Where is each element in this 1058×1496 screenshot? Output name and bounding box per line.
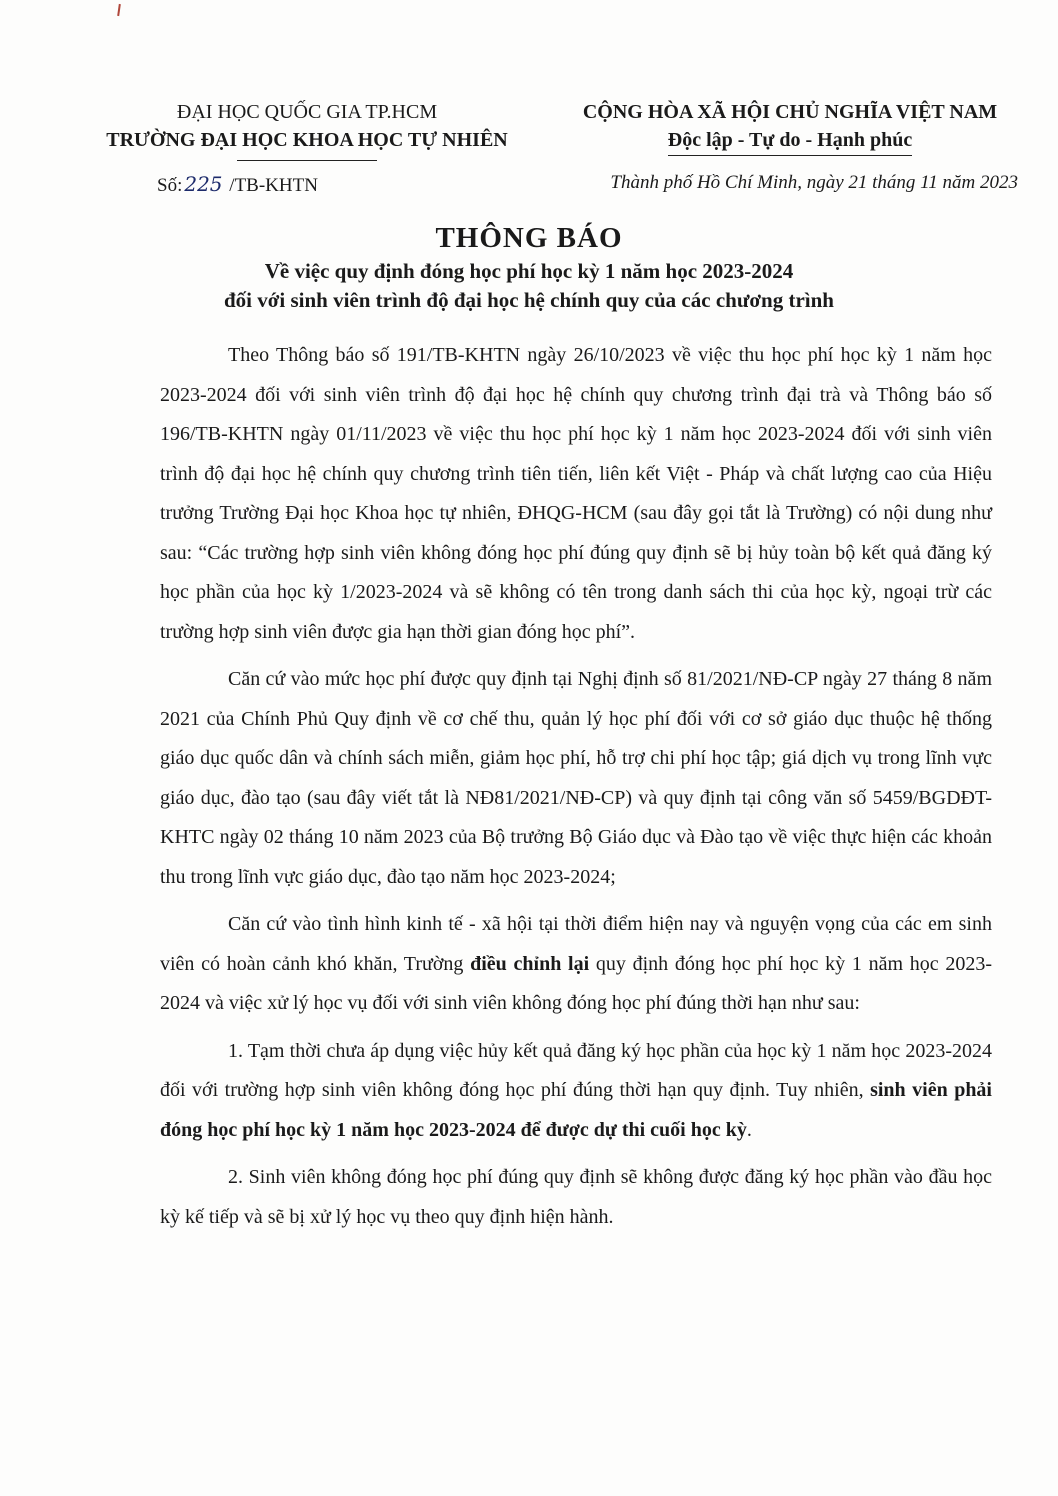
date-line: Thành phố Hồ Chí Minh, ngày 21 tháng 11 năm 2023 [610,172,1018,193]
issuer-parent: ĐẠI HỌC QUỐC GIA TP.HCM [176,101,438,123]
paragraph-4-text-a: 1. Tạm thời chưa áp dụng việc hủy kết quả đăng ký học phần của học kỳ 1 năm học 2023-2024 đối với trường hợp sinh viên không đóng học phí đúng thời hạn quy định. Tuy nhiên, [160,1039,992,1101]
paragraph-2: Căn cứ vào mức học phí được quy định tại Nghị định số 81/2021/NĐ-CP ngày 27 tháng 8 năm 2021 của Chính Phủ Quy định về cơ chế thu, quản lý học phí đối với cơ sở giáo dục thuộc hệ thống giáo dục quốc dân và chính sách miễn, giảm học phí, hỗ trợ chi phí học tập; giá dịch vụ trong lĩnh vực giáo dục, đào tạo (sau đây viết tắt là NĐ81/2021/NĐ-CP) và quy định tại công văn số 5459/BGDĐT-KHTC ngày 02 tháng 10 năm 2023 của Bộ trưởng Bộ Giáo dục và Đào tạo về việc thực hiện các khoản thu trong lĩnh vực giáo dục, đào tạo năm học 2023-2024; [160,668,992,888]
paragraph-4 [160,1032,992,1151]
paragraph-3-text-b: quy định đóng học phí học kỳ 1 năm học 2023-2024 và việc xử lý học vụ đối với sinh viên không đóng học phí đúng thời hạn như sau: [160,952,992,1014]
document-body [160,336,992,1245]
document-number [157,172,318,197]
document-number-suffix: /TB-KHTN [224,175,318,196]
issuer-name: TRƯỜNG ĐẠI HỌC KHOA HỌC TỰ NHIÊN [106,129,508,151]
paragraph-4-text-b: . [746,1118,752,1141]
paragraph-1: Theo Thông báo số 191/TB-KHTN ngày 26/10/2023 về việc thu học phí học kỳ 1 năm học 2023-2024 đối với sinh viên trình độ đại học hệ chính quy chương trình đại trà và Thông báo số 196/TB-KHTN ngày 01/11/2023 về việc thu học phí học kỳ 1 năm học 2023-2024 đối với sinh viên trình độ đại học hệ chính quy chương trình tiên tiến, liên kết Việt - Pháp và chất lượng cao của Hiệu trưởng Trường Đại học Khoa học tự nhiên, ĐHQG-HCM (sau đây gọi tắt là Trường) có nội dung như sau: “Các trường hợp sinh viên không đóng học phí đúng quy định sẽ bị hủy toàn bộ kết quả đăng ký học phần của học kỳ 1/2023-2024 và sẽ không có tên trong danh sách thi của học kỳ, ngoại trừ các trường hợp sinh viên được gia hạn thời gian đóng học phí”. [160,344,992,643]
paragraph-5: 2. Sinh viên không đóng học phí đúng quy định sẽ không được đăng ký học phần vào đầu học kỳ kế tiếp và sẽ bị xử lý học vụ theo quy định hiện hành. [160,1166,992,1228]
document-number-handwritten: 225 [184,172,223,196]
document-title: THÔNG BÁO [435,222,623,254]
paragraph-3 [160,905,992,1024]
paragraph-3-emphasis: điều chỉnh lại [470,952,590,975]
national-header [555,98,1025,156]
paragraph-3-text-a: Căn cứ vào tình hình kinh tế - xã hội tại thời điểm hiện nay và nguyện vọng của các em sinh viên có hoàn cảnh khó khăn, Trường [160,913,992,975]
national-title: CỘNG HÒA XÃ HỘI CHỦ NGHĨA VIỆT NAM [582,101,998,123]
paragraph-4-emphasis: sinh viên phải đóng học phí học kỳ 1 năm học 2023-2024 để được dự thi cuối học kỳ [160,1079,992,1141]
subtitle-line-2: đối với sinh viên trình độ đại học hệ chính quy của các chương trình [224,288,834,312]
scan-mark [117,4,121,16]
document-number-prefix: Số: [157,175,183,196]
document-subtitle [0,257,1058,315]
issuer-header [92,98,522,161]
issuer-underline [237,160,377,161]
subtitle-line-1: Về việc quy định đóng học phí học kỳ 1 năm học 2023-2024 [264,259,794,283]
national-motto: Độc lập - Tự do - Hạnh phúc [668,126,912,156]
